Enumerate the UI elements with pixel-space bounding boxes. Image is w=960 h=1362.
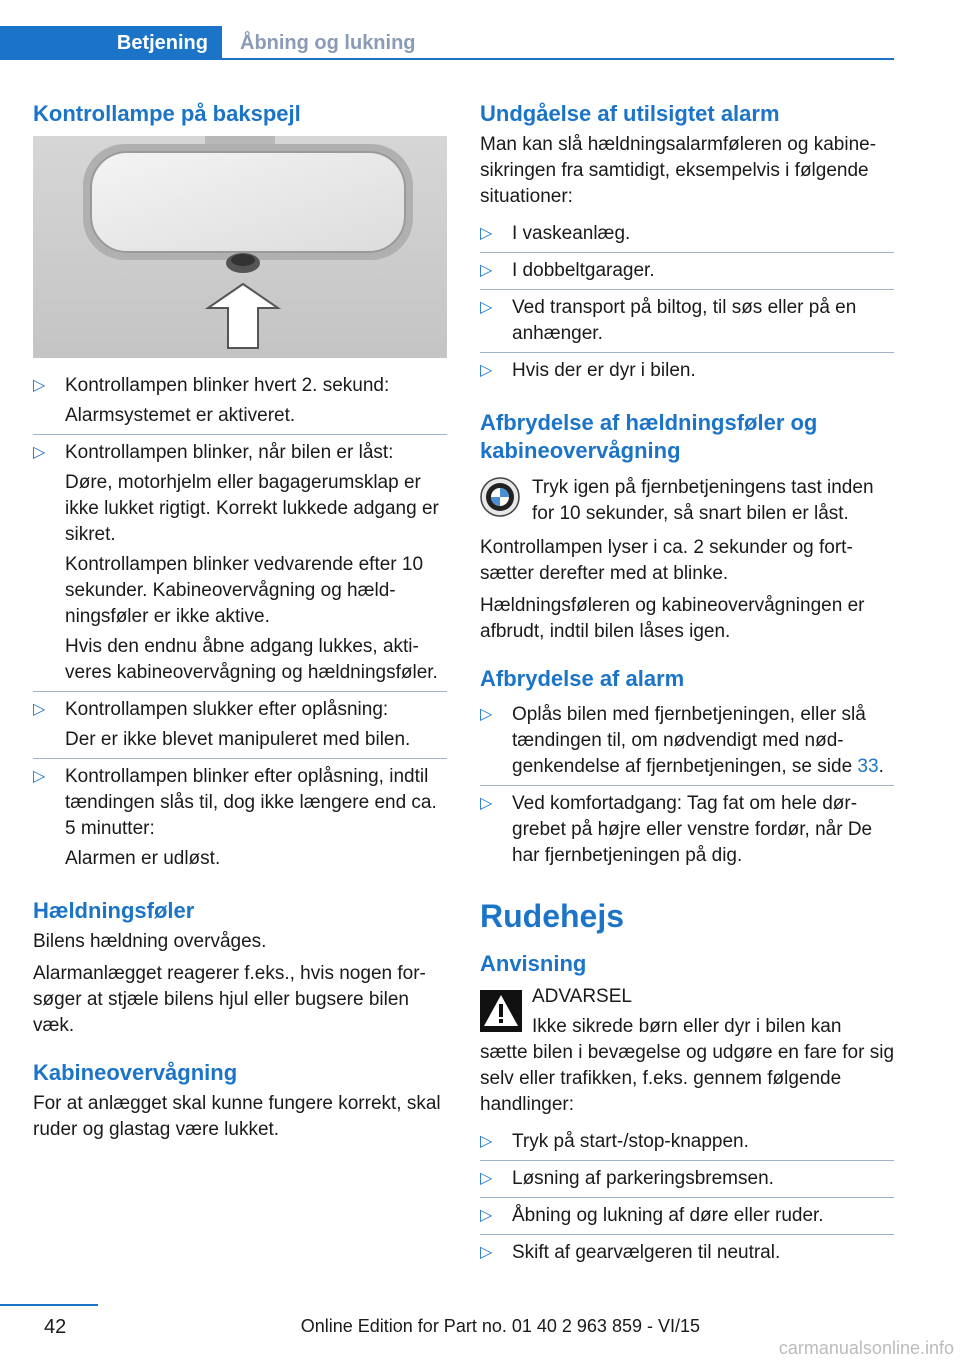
paragraph: For at anlægget skal kunne fungere korrekt, skal ruder og glastag være lukket. xyxy=(33,1093,441,1140)
heading-kontrollampe: Kontrollampe på bakspejl xyxy=(33,101,301,126)
bullet-triangle-icon: ▷ xyxy=(480,1170,493,1187)
list-item: ▷ I vaskeanlæg. xyxy=(480,216,894,253)
kontrollampe-list xyxy=(33,368,447,877)
paragraph: Man kan slå hældningsalarmføleren og kabinesikringen fra samtidigt, eksempelvis i følgende situationer: xyxy=(480,134,877,207)
list-item: ▷ Skift af gearvælgeren til neutral. xyxy=(480,1235,894,1271)
bullet-triangle-icon: ▷ xyxy=(480,1133,493,1150)
bullet-triangle-icon: ▷ xyxy=(480,262,493,279)
tab-betjening[interactable]: Betjening xyxy=(0,26,222,60)
edition-info: Online Edition for Part no. 01 40 2 963 859 - VI/15 xyxy=(300,1316,700,1336)
page-link[interactable]: 33 xyxy=(857,756,879,777)
warning-list xyxy=(480,1124,894,1271)
header-divider xyxy=(0,58,894,60)
warning-text-continued: sætte bilen i bevægelse og udgøre en fare for sig selv eller trafikken, f.eks. gennem følgende handlinger: xyxy=(480,1042,895,1115)
heading-haeldningsfoler: Hældningsføler xyxy=(33,898,195,923)
footer-divider xyxy=(0,1304,98,1306)
list-item: ▷ I dobbeltgarager. xyxy=(480,253,894,290)
list-item: ▷ Oplås bilen med fjernbetjeningen, eller slå tændingen til, om nødvendigt med nødgenkendelse af fjernbetjeningen, se side 33. xyxy=(480,697,894,786)
bullet-triangle-icon: ▷ xyxy=(480,225,493,242)
list-item: ▷ Løsning af parkeringsbremsen. xyxy=(480,1161,894,1198)
heading-anvisning: Anvisning xyxy=(480,951,587,976)
remote-instruction: Tryk igen på fjernbetjeningens tast inden for 10 sekunder, så snart bilen er låst. xyxy=(480,475,894,527)
list-item: ▷ Kontrollampen blinker, når bilen er låst: Døre, motorhjelm eller bagagerumsklap er ikke lukket rigtigt. Korrekt lukkede adgang er sikret. Kontrollampen blinker vedvarende efter 10 sekunder. Kabineovervågning og hældningsføler er ikke aktive. Hvis den endnu åbne adgang lukkes, aktiveres kabineovervågning og hældningsføler. xyxy=(33,435,447,692)
bullet-triangle-icon: ▷ xyxy=(33,377,46,394)
bullet-triangle-icon: ▷ xyxy=(480,1207,493,1224)
heading-afbrydelse-haeldning: Afbrydelse af hældningsføler og kabineovervågning xyxy=(480,410,818,463)
warning-triangle-icon xyxy=(480,990,522,1032)
bullet-triangle-icon: ▷ xyxy=(480,299,493,316)
heading-rudehejs: Rudehejs xyxy=(480,898,625,934)
list-item: ▷ Åbning og lukning af døre eller ruder. xyxy=(480,1198,894,1235)
rearview-mirror-illustration xyxy=(33,136,447,358)
bullet-triangle-icon: ▷ xyxy=(480,795,493,812)
tab-aabning-og-lukning[interactable]: Åbning og lukning xyxy=(240,32,416,54)
list-item: ▷ Tryk på start-/stop-knappen. xyxy=(480,1124,894,1161)
bullet-triangle-icon: ▷ xyxy=(480,1244,493,1261)
left-column xyxy=(33,100,447,1149)
paragraph: Kontrollampen lyser i ca. 2 sekunder og fortsætter derefter med at blinke. xyxy=(480,537,853,584)
paragraph: Alarmanlægget reagerer f.eks., hvis nogen forsøger at stjæle bilens hjul eller bugsere bilen væk. xyxy=(33,963,426,1036)
warning-title: ADVARSEL xyxy=(532,986,632,1007)
right-column xyxy=(480,100,894,1271)
page-number: 42 xyxy=(44,1316,67,1338)
paragraph: Hældningsføleren og kabineovervågningen er afbrudt, indtil bilen låses igen. xyxy=(480,595,865,642)
heading-undgaaelse: Undgåelse af utilsigtet alarm xyxy=(480,101,780,126)
undgaa-list xyxy=(480,216,894,389)
list-item: ▷ Hvis der er dyr i bilen. xyxy=(480,353,894,389)
list-item: ▷ Ved transport på biltog, til søs eller på en anhænger. xyxy=(480,290,894,353)
list-item: ▷ Kontrollampen blinker hvert 2. sekund: Alarmsystemet er aktiveret. xyxy=(33,368,447,435)
watermark: carmanualsonline.info xyxy=(778,1338,954,1358)
bullet-triangle-icon: ▷ xyxy=(33,701,46,718)
bmw-key-button-icon xyxy=(480,477,520,517)
list-item: ▷ Kontrollampen slukker efter oplåsning: Der er ikke blevet manipuleret med bilen. xyxy=(33,692,447,759)
bullet-triangle-icon: ▷ xyxy=(33,444,46,461)
bullet-triangle-icon: ▷ xyxy=(480,706,493,723)
header-bar xyxy=(0,26,894,60)
list-item: ▷ Kontrollampen blinker efter oplåsning, indtil tændingen slås til, dog ikke længere end ca. 5 minutter: Alarmen er udløst. xyxy=(33,766,437,869)
bullet-triangle-icon: ▷ xyxy=(480,362,493,379)
warning-box xyxy=(480,984,894,1040)
heading-kabineovervaagning: Kabineovervågning xyxy=(33,1060,238,1085)
list-item: ▷ Ved komfortadgang: Tag fat om hele dørgrebet på højre eller venstre fordør, når De har fjernbetjeningen på dig. xyxy=(480,793,873,866)
warning-text: Ikke sikrede børn eller dyr i bilen kan xyxy=(532,1016,842,1037)
heading-afbrydelse-alarm: Afbrydelse af alarm xyxy=(480,666,685,691)
paragraph: Bilens hældning overvåges. xyxy=(33,931,267,952)
alarm-list xyxy=(480,697,894,874)
bullet-triangle-icon: ▷ xyxy=(33,768,46,785)
